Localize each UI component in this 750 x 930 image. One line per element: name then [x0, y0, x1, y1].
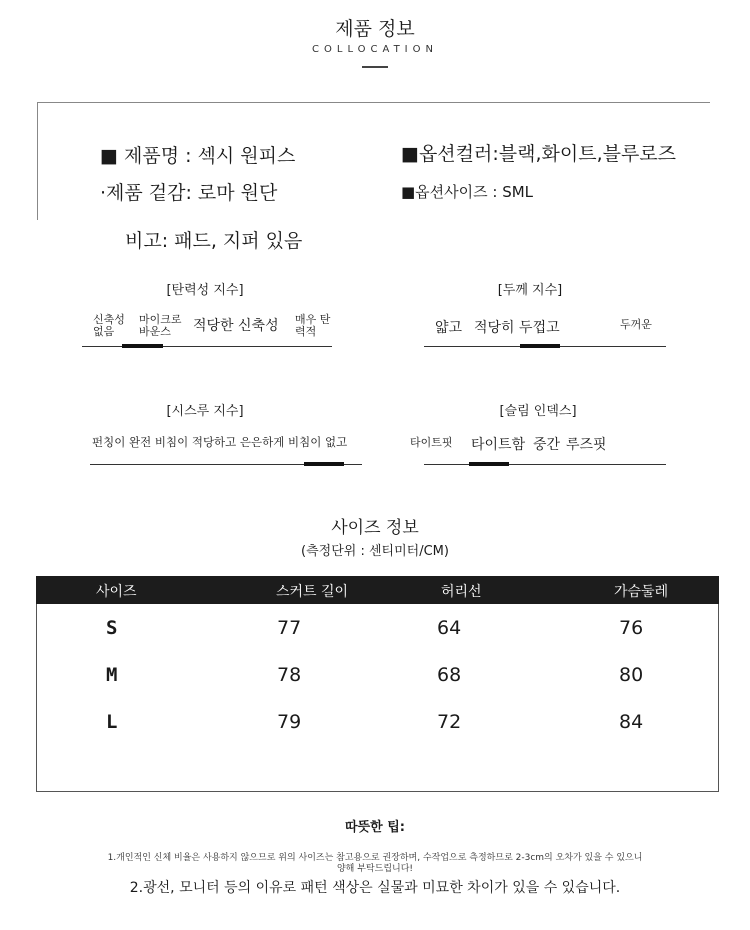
elasticity-label-none: 신축성 없음: [93, 313, 125, 338]
page-title: 제품 정보: [335, 18, 415, 40]
thickness-title: [두께 지수]: [497, 283, 563, 298]
slim-label-medium: 중간: [533, 437, 561, 453]
product-sizes: ■옵션사이즈 : SML: [401, 183, 534, 201]
table-cell-skirt: 77: [277, 617, 302, 639]
product-note: 비고: 패드, 지퍼 있음: [125, 230, 303, 252]
elasticity-marker: [122, 344, 163, 348]
table-cell-size: M: [106, 664, 118, 686]
size-info-title: 사이즈 정보: [331, 518, 419, 538]
header-bust: 가슴둘레: [614, 584, 669, 600]
slim-label-tight: 타이트핏: [410, 436, 453, 449]
thickness-label-thin: 얇고: [435, 320, 463, 336]
header-waist: 허리선: [441, 584, 482, 600]
thickness-label-thick: 두꺼운: [620, 318, 652, 331]
slim-label-snug: 타이트함: [471, 437, 526, 453]
tips-title: 따뜻한 팁:: [345, 820, 405, 835]
header-skirt-length: 스커트 길이: [276, 584, 349, 600]
table-cell-bust: 84: [619, 711, 644, 733]
seethrough-marker: [304, 462, 344, 466]
thickness-marker: [520, 344, 560, 348]
seethrough-title: [시스루 지수]: [166, 404, 244, 419]
tip-2: 2.광선, 모니터 등의 이유로 패턴 색상은 실물과 미묘한 차이가 있을 수 있습니다.: [129, 880, 621, 896]
tip-1: [0, 853, 750, 875]
elasticity-label-very: 매우 탄력적: [295, 313, 331, 338]
info-box-left-border: [37, 102, 38, 220]
elasticity-label-micro: 마이크로 바운스: [139, 313, 182, 338]
tip-1-line-a: 1.개인적인 신체 비율은 사용하지 않으므로 위의 사이즈는 참고용으로 권장하며, 수작업으로 측정하므로 2-3cm의 오차가 있을 수 있으니: [107, 853, 643, 863]
table-cell-skirt: 78: [277, 664, 302, 686]
slim-marker: [469, 462, 509, 466]
elasticity-title: [탄력성 지수]: [166, 283, 244, 298]
title-divider: [362, 66, 388, 68]
table-cell-size: S: [106, 617, 118, 639]
seethrough-labels: 펀칭이 완전 비침이 적당하고 은은하게 비침이 없고: [92, 435, 348, 449]
table-cell-skirt: 79: [277, 711, 302, 733]
table-cell-size: L: [106, 711, 118, 733]
table-cell-waist: 72: [437, 711, 462, 733]
table-cell-bust: 80: [619, 664, 644, 686]
slim-title: [슬림 인덱스]: [499, 404, 577, 419]
product-name: ■ 제품명 : 섹시 원피스: [100, 145, 296, 167]
size-table: [36, 576, 719, 792]
elasticity-label-moderate: 적당한 신축성: [193, 318, 279, 334]
table-cell-bust: 76: [619, 617, 644, 639]
slim-label-loose: 루즈핏: [566, 437, 607, 453]
header-size: 사이즈: [96, 584, 137, 600]
product-colors: ■옵션컬러:블랙,화이트,블루로즈: [401, 143, 677, 165]
table-cell-waist: 68: [437, 664, 462, 686]
info-box-top-border: [37, 102, 710, 103]
table-cell-waist: 64: [437, 617, 462, 639]
tip-1-line-b: 양해 부탁드립니다!: [336, 864, 414, 874]
page-subtitle: COLLOCATION: [312, 44, 438, 55]
slim-scale: [424, 464, 666, 465]
thickness-label-moderate: 적당히 두껍고: [474, 320, 560, 336]
elasticity-scale: [82, 346, 332, 347]
size-info-unit: (측정단위 : 센티미터/CM): [301, 544, 449, 559]
product-fabric: ·제품 겉감: 로마 원단: [100, 182, 278, 204]
